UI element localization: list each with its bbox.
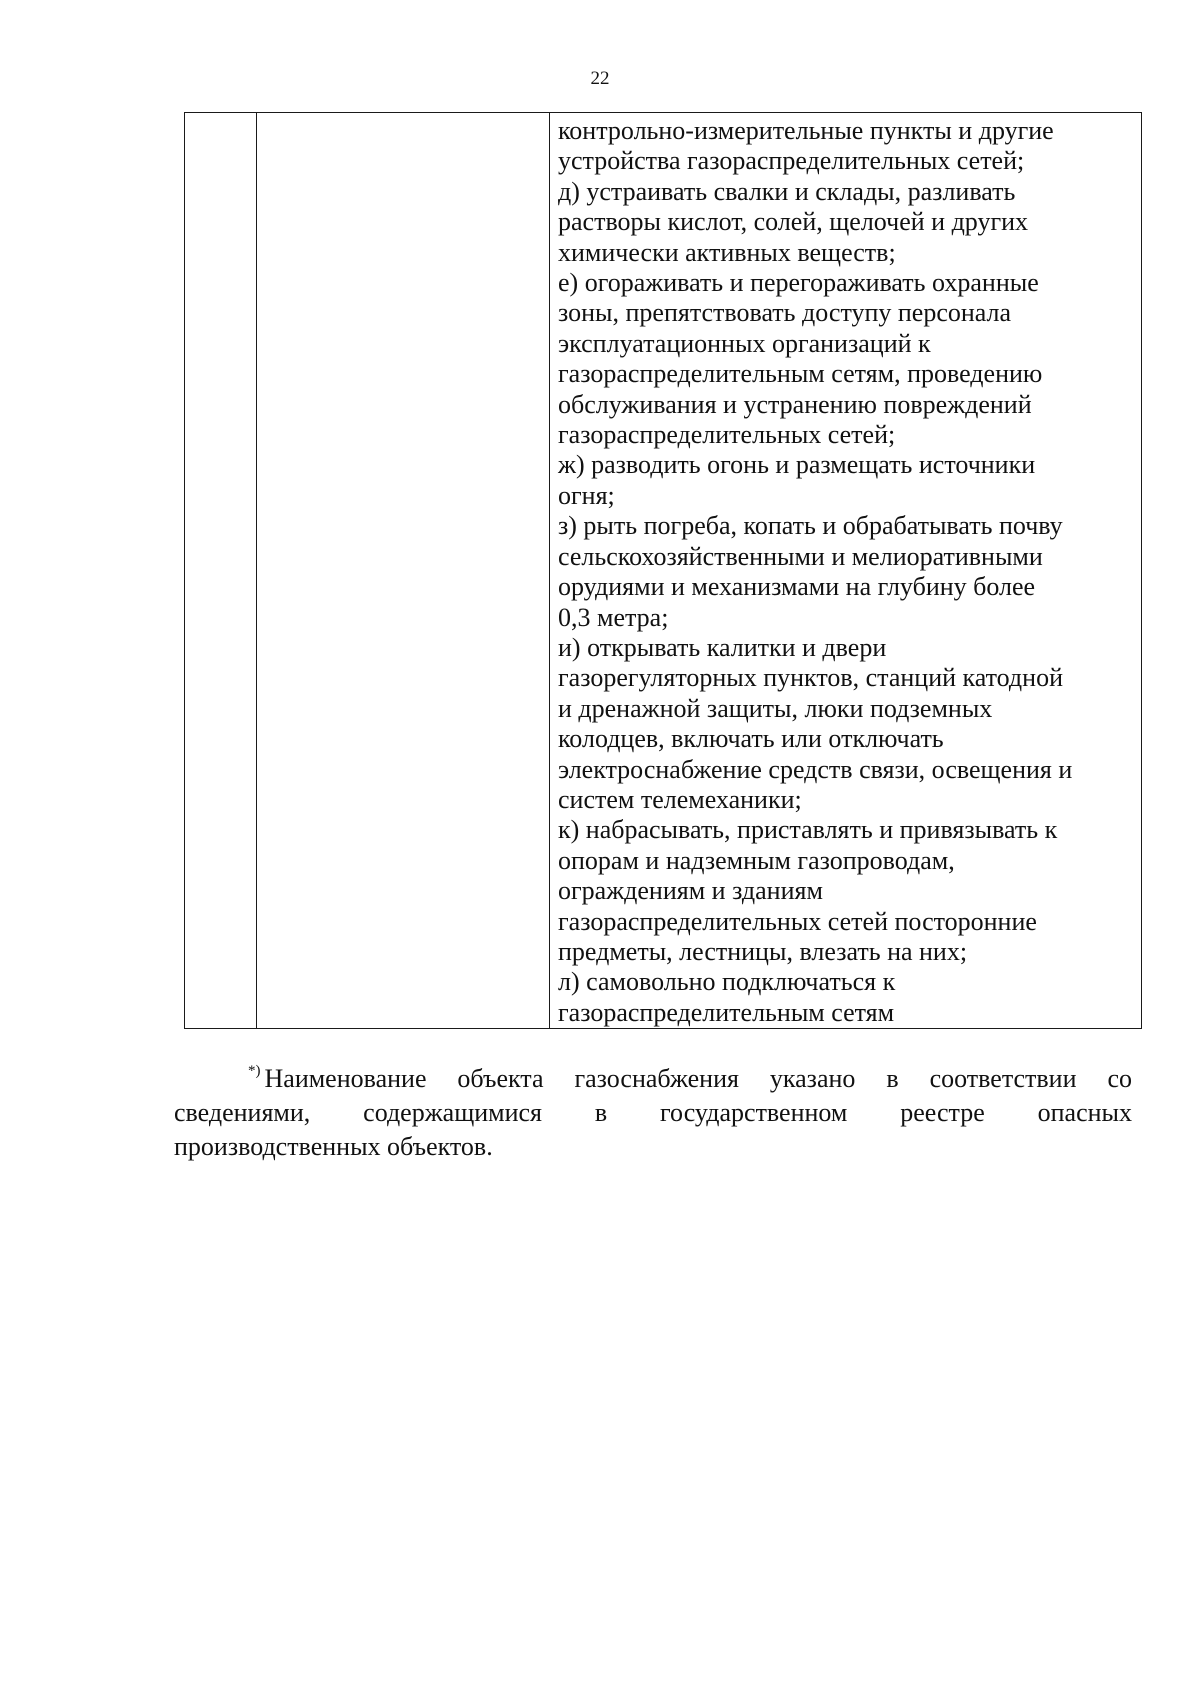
restrictions-line: и) открывать калитки и двери: [558, 632, 887, 662]
restrictions-line: зоны, препятствовать доступу персонала: [558, 298, 1012, 328]
table-cell-restrictions: [550, 113, 1142, 1029]
restrictions-line: ж) разводить огонь и размещать источники: [558, 450, 1036, 480]
restrictions-line: газораспределительным сетям, проведению: [558, 359, 1043, 389]
restrictions-line: к) набрасывать, приставлять и привязывать к: [558, 815, 1058, 845]
page-number: 22: [590, 68, 610, 89]
restrictions-line: химически активных веществ;: [558, 237, 896, 267]
restrictions-line: газорегуляторных пунктов, станций катодной: [558, 663, 1063, 693]
restrictions-line: газораспределительных сетей посторонние: [558, 906, 1037, 936]
restrictions-line: сельскохозяйственными и мелиоративными: [558, 541, 1043, 571]
footnote: [174, 1062, 1132, 1164]
restrictions-line: е) огораживать и перегораживать охранные: [558, 268, 1039, 298]
restrictions-line: предметы, лестницы, влезать на них;: [558, 936, 968, 966]
restrictions-line: и дренажной защиты, люки подземных: [558, 693, 993, 723]
restrictions-line: газораспределительным сетям: [558, 997, 895, 1027]
footnote-marker: *): [248, 1063, 261, 1079]
restrictions-line: л) самовольно подключаться к: [558, 967, 896, 997]
restrictions-line: контрольно-измерительные пункты и другие: [558, 116, 1054, 145]
restrictions-line: систем телемеханики;: [558, 784, 802, 814]
table-cell-number: [185, 113, 257, 1029]
restrictions-text: [550, 113, 1141, 1028]
footnote-line-1: [174, 1062, 1132, 1096]
restrictions-line: электроснабжение средств связи, освещения и: [558, 754, 1073, 784]
footnote-line-3: производственных объектов.: [174, 1132, 493, 1161]
table-cell-object: [257, 113, 550, 1029]
document-table: [184, 112, 1142, 1029]
restrictions-line: 0,3 метра;: [558, 602, 669, 632]
restrictions-line: ограждениям и зданиям: [558, 876, 823, 906]
restrictions-line: обслуживания и устранению повреждений: [558, 389, 1032, 419]
restrictions-line: орудиями и механизмами на глубину более: [558, 572, 1036, 602]
restrictions-line: растворы кислот, солей, щелочей и других: [558, 207, 1029, 237]
restrictions-line: з) рыть погреба, копать и обрабатывать почву: [558, 511, 1063, 541]
footnote-text-1: Наименование объекта газоснабжения указано в соответствии со: [264, 1064, 1132, 1093]
footnote-line-2: сведениями, содержащимися в государственном реестре опасных: [174, 1098, 1132, 1127]
restrictions-line: опорам и надземным газопроводам,: [558, 845, 955, 875]
table-row: [185, 113, 1142, 1029]
restrictions-line: газораспределительных сетей;: [558, 420, 896, 450]
restrictions-line: устройства газораспределительных сетей;: [558, 146, 1025, 176]
restrictions-line: огня;: [558, 480, 615, 510]
restrictions-line: колодцев, включать или отключать: [558, 724, 944, 754]
restrictions-line: эксплуатационных организаций к: [558, 328, 931, 358]
restrictions-line: д) устраивать свалки и склады, разливать: [558, 176, 1016, 206]
